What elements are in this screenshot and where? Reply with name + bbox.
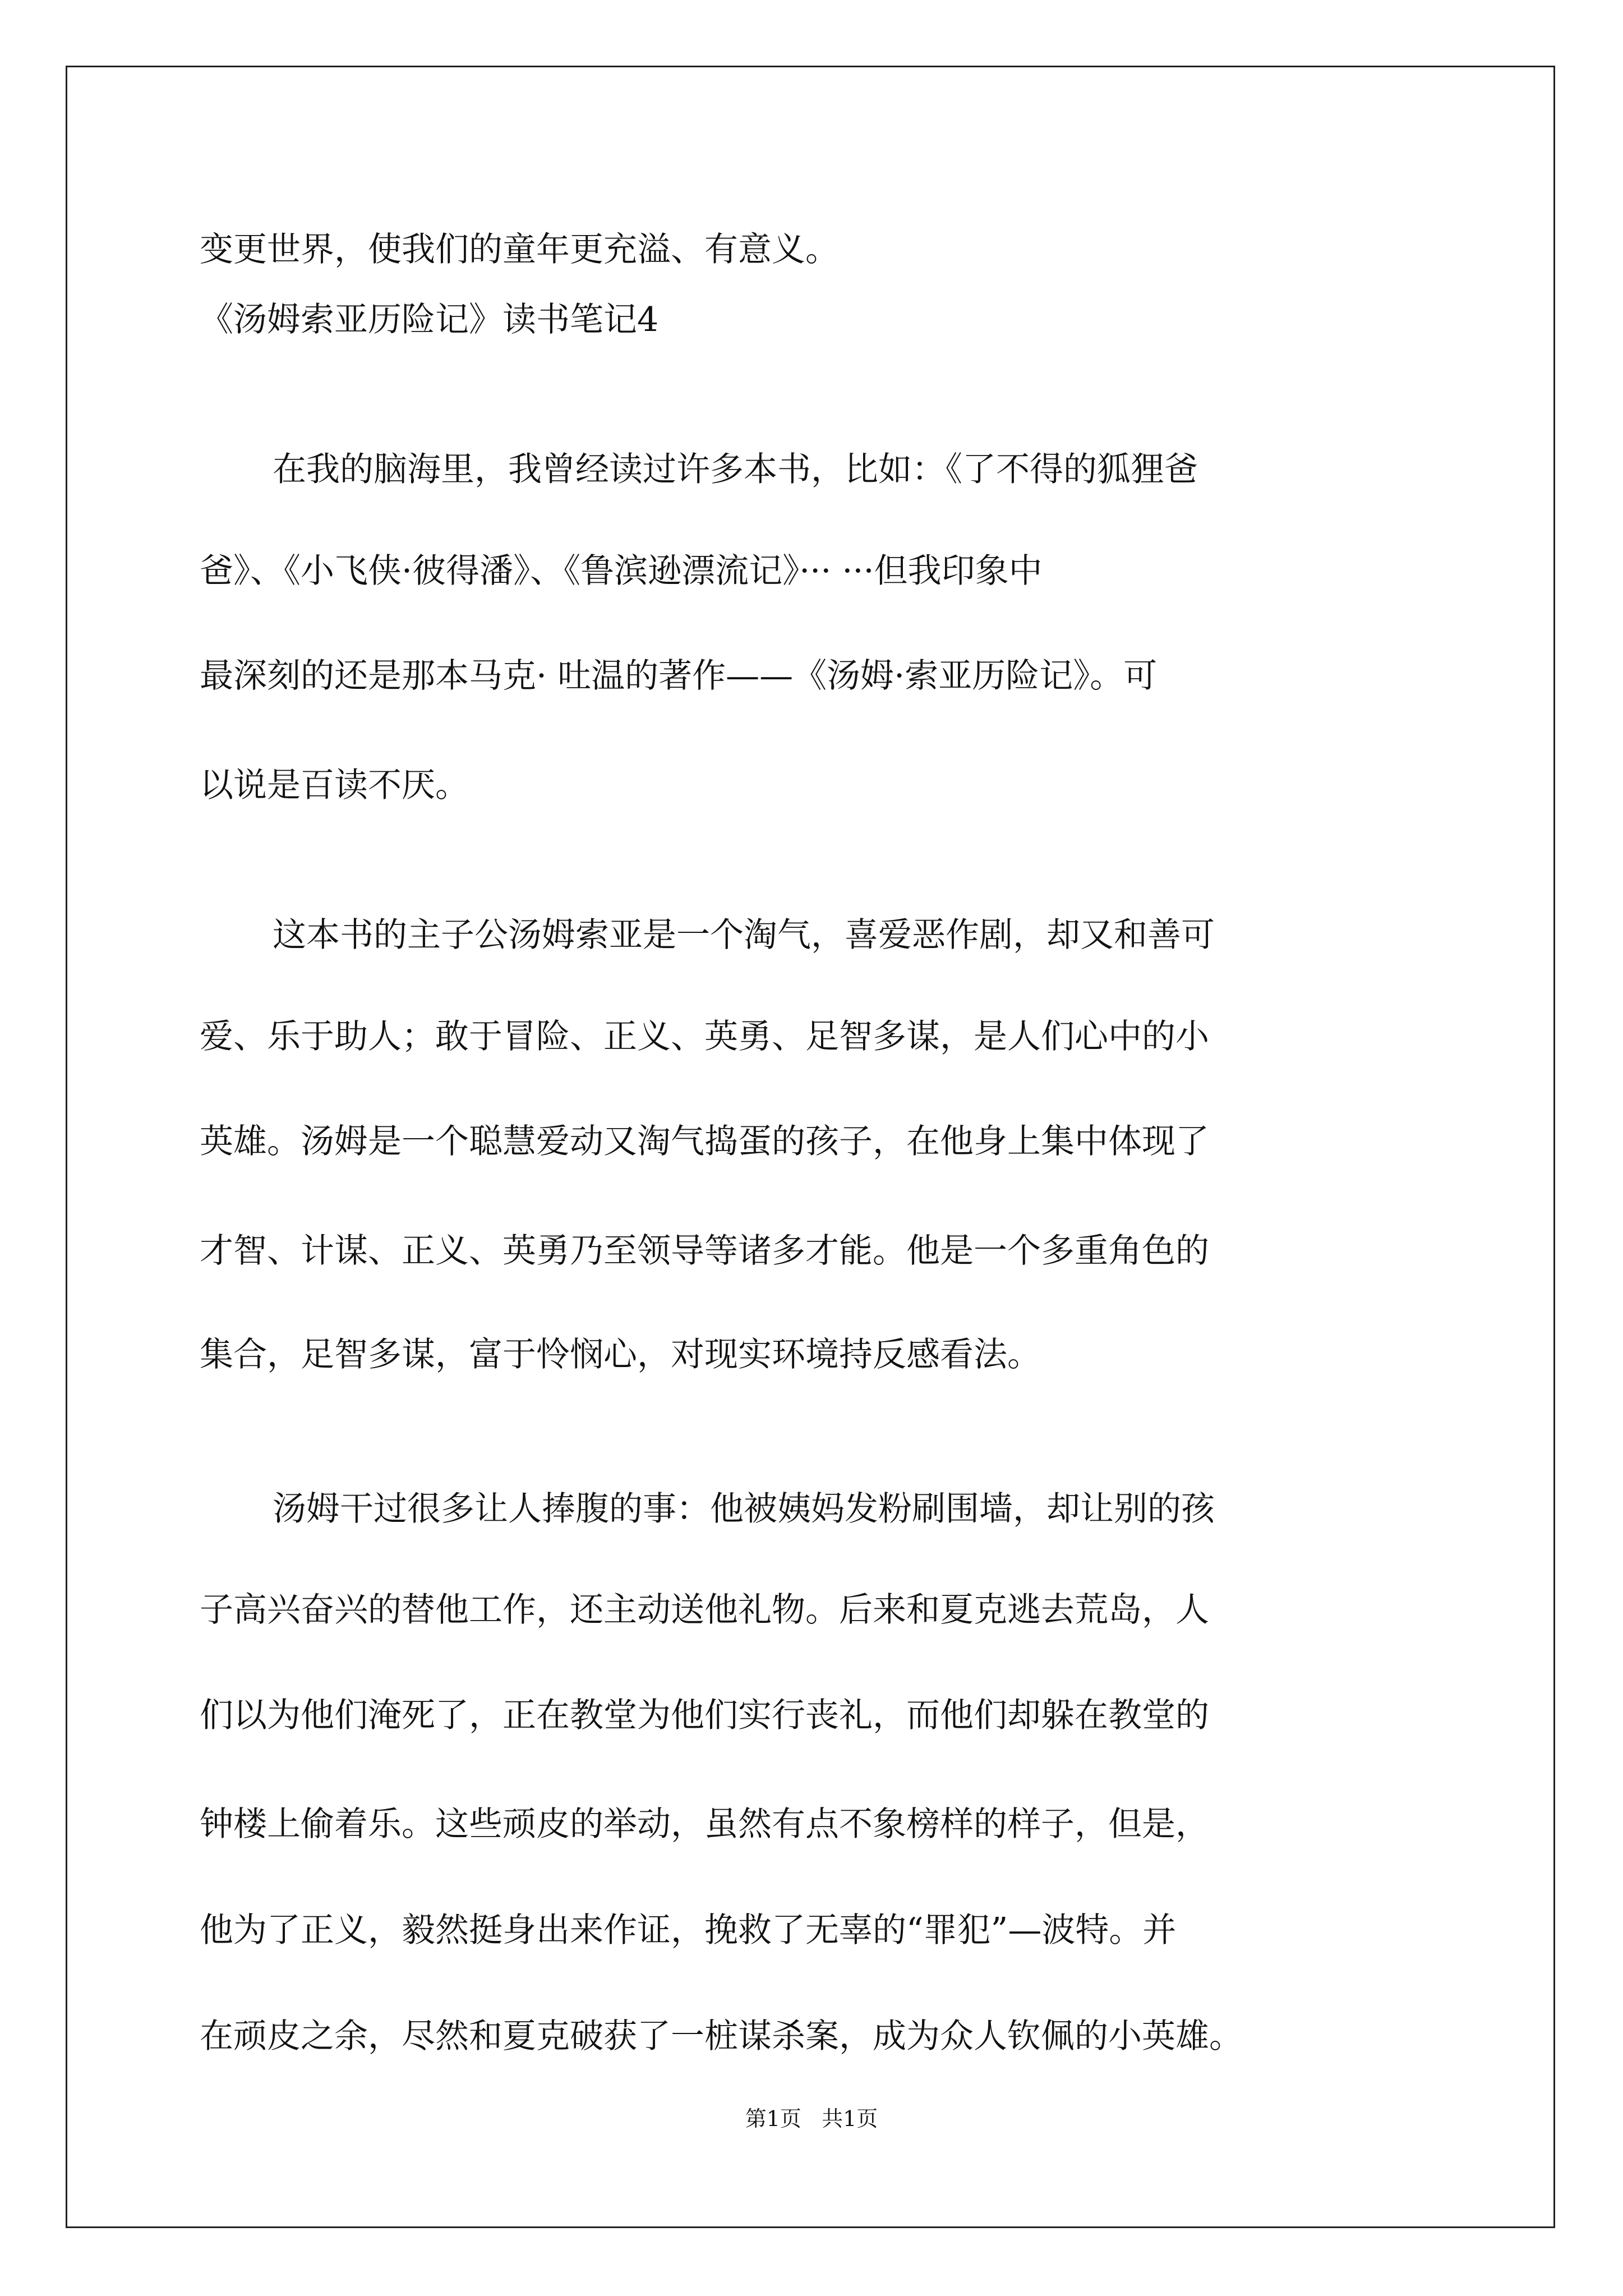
paragraph-2-line: 英雄。汤姆是一个聪慧爱动又淘气捣蛋的孩子，在他身上集中体现了 [200, 1122, 1209, 1161]
paragraph-2-line: 这本书的主子公汤姆索亚是一个淘气，喜爱恶作剧，却又和善可 [273, 915, 1215, 955]
text-line: 变更世界，使我们的童年更充溢、有意义。 [200, 230, 839, 269]
paragraph-3-line: 汤姆干过很多让人捧腹的事：他被姨妈发粉刷围墙，却让别的孩 [273, 1489, 1215, 1529]
paragraph-3-line: 在顽皮之余，尽然和夏克破获了一桩谋杀案，成为众人钦佩的小英雄。 [200, 2017, 1243, 2056]
paragraph-2-line: 才智、计谋、正义、英勇乃至领导等诸多才能。他是一个多重角色的 [200, 1231, 1209, 1271]
paragraph-3-line: 钟楼上偷着乐。这些顽皮的举动，虽然有点不象榜样的样子，但是， [200, 1805, 1209, 1844]
paragraph-1-line: 在我的脑海里，我曾经读过许多本书，比如：《了不得的狐狸爸 [273, 450, 1198, 489]
paragraph-1-line: 最深刻的还是那本马克· 吐温的著作——《汤姆·索亚历险记》。可 [200, 656, 1158, 696]
paragraph-3-line: 们以为他们淹死了，正在教堂为他们实行丧礼，而他们却躲在教堂的 [200, 1696, 1209, 1735]
paragraph-3-line: 子高兴奋兴的替他工作，还主动送他礼物。后来和夏克逃去荒岛，人 [200, 1590, 1209, 1630]
paragraph-2-line: 集合，足智多谋，富于怜悯心，对现实环境持反感看法。 [200, 1335, 1041, 1374]
paragraph-1-line: 爸》、《小飞侠·彼得潘》、《鲁滨逊漂流记》··· ···但我印象中 [200, 551, 1043, 591]
page-number-footer: 第1页 共1页 [745, 2106, 878, 2131]
paragraph-1-line: 以说是百读不厌。 [200, 766, 469, 805]
paragraph-2-line: 爱、乐于助人；敢于冒险、正义、英勇、足智多谋，是人们心中的小 [200, 1017, 1209, 1056]
paragraph-3-line: 他为了正义，毅然挺身出来作证，挽救了无辜的“罪犯”—波特。并 [200, 1911, 1177, 1950]
section-heading: 《汤姆索亚历险记》读书笔记4 [200, 300, 659, 339]
